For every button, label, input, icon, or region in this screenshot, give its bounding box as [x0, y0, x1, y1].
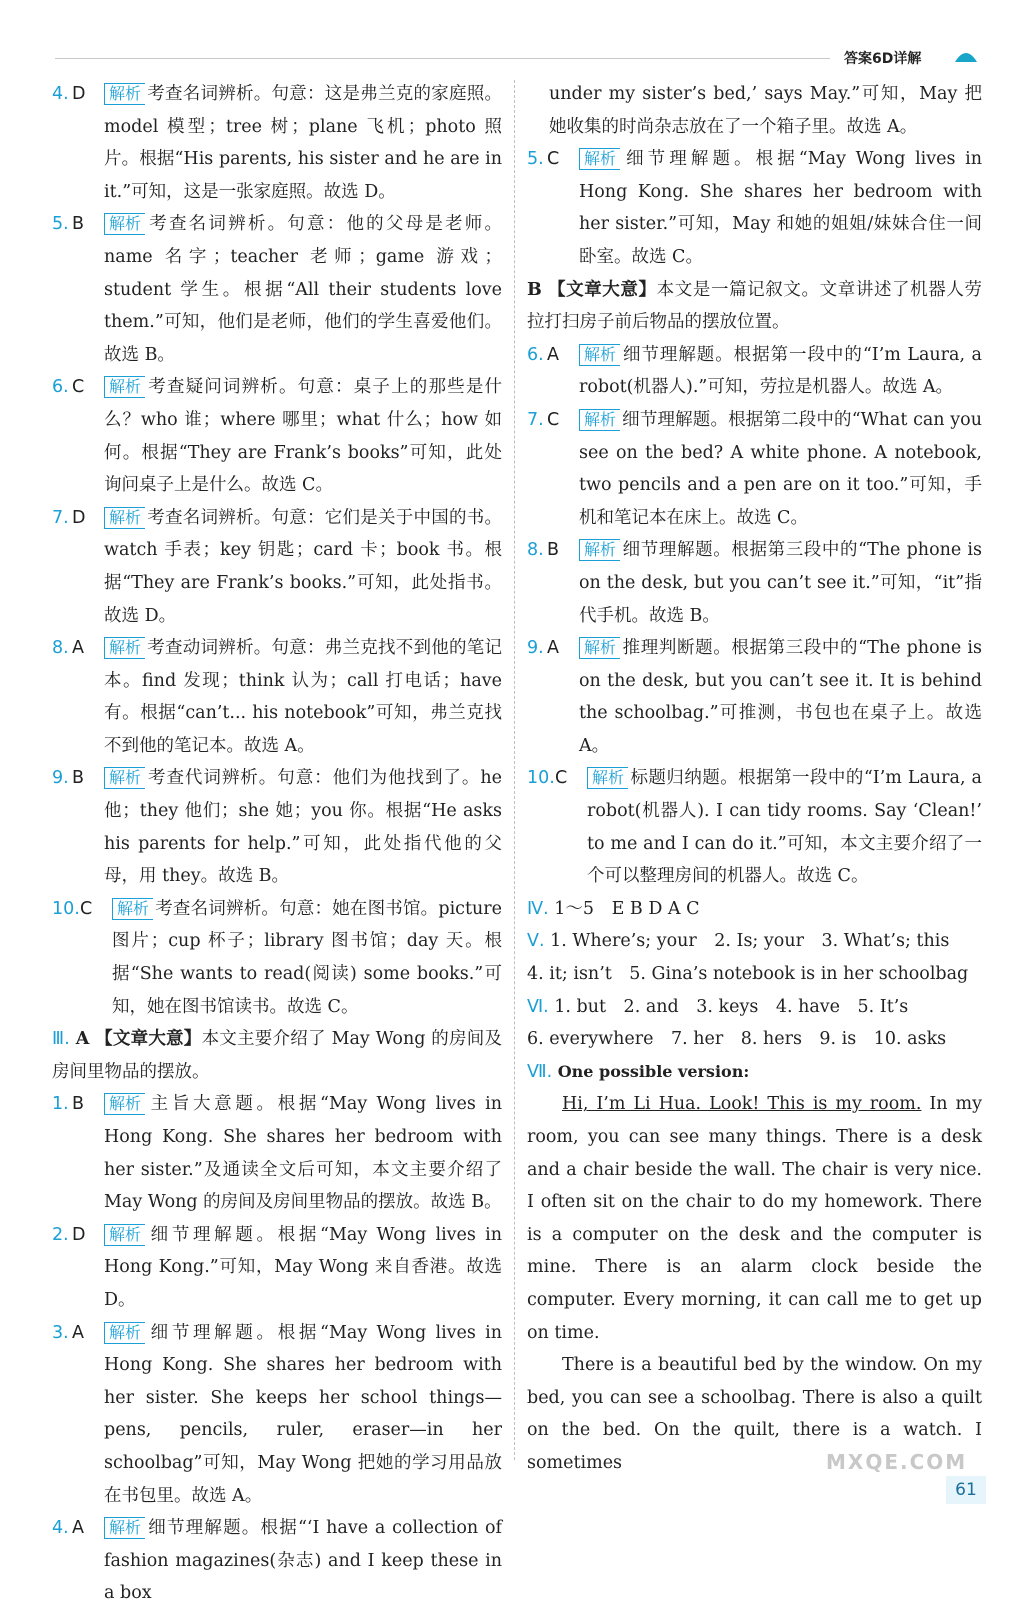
answer-item: [527, 762, 982, 892]
explanation: [579, 143, 982, 273]
brand-logo-icon: [953, 48, 979, 66]
explanation: [104, 762, 502, 892]
answer-letter: D: [72, 1224, 86, 1245]
answer-item: [52, 208, 502, 371]
analysis-tag: 解析: [579, 409, 620, 431]
question-number: 6.: [527, 344, 544, 365]
watermark: MXQE.COM: [826, 1450, 968, 1474]
analysis-tag: 解析: [104, 1322, 145, 1344]
section-5-line-1: Ⅴ. 1. Where’s; your 2. Is; your 3. What’s; this: [527, 931, 950, 952]
answer-item: [52, 1088, 502, 1218]
answer-letter: D: [72, 84, 86, 104]
explanation-text: 考查动词辨析。句意：弗兰克找不到他的笔记本。find 发现；think 认为；call 打电话；have 有。根据“can’t... his notebook”可知，弗兰克找不到他的笔记本。故选 A。: [104, 638, 502, 756]
question-number: 10.: [527, 768, 555, 789]
explanation-text: 细节理解题。根据“‘I have a collection of fashion magazines(杂志) and I keep these in a box: [104, 1518, 502, 1604]
answer-item: [52, 762, 502, 892]
question-number: 7.: [527, 409, 544, 430]
analysis-tag: 解析: [579, 637, 620, 659]
answer-item: [527, 632, 982, 762]
analysis-tag: 解析: [579, 539, 620, 561]
question-number: 7.: [52, 507, 69, 528]
explanation-text: 考查代词辨析。句意：他们为他找到了。he 他；they 他们；she 她；you 你。根据“He asks his parents for help.”可知，此处指代他的父母，用 they。故选 B。: [104, 768, 502, 887]
question-number: 10.: [52, 898, 80, 919]
explanation-text: 细节理解题。根据第一段中的“I’m Laura, a robot(机器人).”可知，劳拉是机器人。故选 A。: [579, 344, 982, 398]
answer-letter: D: [72, 507, 86, 528]
analysis-tag: 解析: [104, 1093, 145, 1115]
explanation-text: 主旨大意题。根据“May Wong lives in Hong Kong. She shares her bedroom with her sister.”及通读全文后可知，本文主要介绍了 May Wong 的房间及房间里物品的摆放。故选 B。: [104, 1094, 502, 1213]
answer-item: [527, 404, 982, 534]
explanation: [104, 78, 502, 208]
explanation: [579, 632, 982, 762]
analysis-tag: 解析: [104, 213, 145, 235]
section-6-line-2: 6. everywhere 7. her 8. hers 9. is 10. asks: [527, 1029, 947, 1050]
question-number: 6.: [52, 377, 69, 398]
answer-letter: C: [547, 409, 560, 430]
explanation-text: 标题归纳题。根据第一段中的“I’m Laura, a robot(机器人). I can tidy rooms. Say ‘Clean!’ to me and I can do it.”可知，本文主要介绍了一个可以整理房间的机器人。故选 C。: [587, 768, 982, 887]
analysis-tag: 解析: [104, 83, 145, 105]
question-number: 2.: [52, 1224, 69, 1245]
explanation: [579, 404, 982, 534]
answer-item: [52, 371, 502, 501]
section-b-header: B 【文章大意】本文是一篇记叙文。文章讲述了机器人劳拉打扫房子前后物品的摆放位置。: [527, 279, 982, 333]
answer-letter: C: [555, 768, 568, 789]
explanation: [104, 1317, 502, 1513]
explanation: [104, 1219, 502, 1317]
question-number: 9.: [52, 768, 69, 789]
answer-letter: B: [72, 1094, 85, 1115]
explanation-text: 考查名词辨析。句意：她在图书馆。picture 图片；cup 杯子；library 图书馆；day 天。根据“She wants to read(阅读) some books.”可知，她在图书馆读书。故选 C。: [112, 898, 502, 1017]
answer-letter: C: [547, 149, 560, 170]
section-4: Ⅳ. 1～5 E B D A C: [527, 898, 700, 919]
left-column: [52, 78, 502, 1610]
section-7-header: Ⅶ. One possible version:: [527, 1061, 750, 1082]
essay-paragraph-1: Hi, I’m Li Hua. Look! This is my room. In my room, you can see many things. There is a desk and a chair beside the wall. The chair is very nice. I often sit on the chair to do my homework. There is a computer on the desk and the computer is mine. There is an alarm clock beside the computer. Every morning, it can call me to get up on time.: [527, 1094, 982, 1343]
answer-item: [52, 1219, 502, 1317]
page-number: 61: [946, 1476, 986, 1504]
question-number: 8.: [52, 638, 69, 659]
question-number: 4.: [52, 1518, 69, 1539]
answer-item: [52, 78, 502, 208]
question-number: 5.: [527, 149, 544, 170]
explanation-text: 细节理解题。根据“May Wong lives in Hong Kong.”可知，May Wong 来自香港。故选 D。: [104, 1224, 502, 1310]
answer-item: [527, 534, 982, 632]
answer-item: [52, 502, 502, 632]
analysis-tag: 解析: [104, 376, 145, 398]
analysis-tag: 解析: [104, 767, 145, 789]
analysis-tag: 解析: [104, 637, 145, 659]
explanation-text: 考查名词辨析。句意：这是弗兰克的家庭照。model 模型；tree 树；plane 飞机；photo 照片。根据“His parents, his sister and he are in it.”可知，这是一张家庭照。故选 D。: [104, 84, 502, 202]
explanation: [104, 1088, 502, 1218]
explanation-text: 考查名词辨析。句意：它们是关于中国的书。watch 手表；key 钥匙；card 卡；book 书。根据“They are Frank’s books.”可知，此处指书。故选 D。: [104, 507, 502, 626]
explanation: [579, 339, 982, 404]
answer-item: [52, 1317, 502, 1513]
answer-letter: B: [547, 540, 560, 561]
analysis-tag: 解析: [104, 1224, 145, 1246]
question-number: 4.: [52, 84, 69, 104]
answer-letter: A: [72, 1518, 84, 1539]
section-3-header: Ⅲ. A 【文章大意】本文主要介绍了 May Wong 的房间及房间里物品的摆放。: [52, 1029, 502, 1082]
explanation-text: 推理判断题。根据第三段中的“The phone is on the desk, but you can’t see it. It is behind the schoolbag.”可推测，书包也在桌子上。故选 A。: [579, 638, 982, 756]
question-number: 8.: [527, 540, 544, 561]
analysis-tag: 解析: [112, 898, 153, 920]
answer-letter: A: [547, 344, 559, 365]
question-number: 5.: [52, 214, 69, 235]
answer-item: [52, 1512, 502, 1610]
answer-letter: B: [72, 214, 85, 235]
header-rule: [55, 58, 830, 59]
explanation: [104, 1512, 502, 1610]
explanation-text: 细节理解题。根据第二段中的“What can you see on the bed? A white phone. A notebook, two pencils and a pen are on it too.”可知，手机和笔记本在床上。故选 C。: [579, 409, 982, 528]
column-divider: [514, 80, 515, 1460]
question-number: 9.: [527, 638, 544, 659]
right-column: [527, 78, 982, 1480]
question-number: 3.: [52, 1322, 69, 1343]
explanation-text: 考查疑问词辨析。句意：桌子上的那些是什么？who 谁；where 哪里；what 什么；how 如何。根据“They are Frank’s books”可知，此处询问桌子上是什么。故选 C。: [104, 377, 502, 496]
explanation: [104, 632, 502, 762]
answer-letter: A: [72, 1322, 84, 1343]
answer-item: [527, 339, 982, 404]
section-6-line-1: Ⅵ. 1. but 2. and 3. keys 4. have 5. It’s: [527, 996, 909, 1017]
section-5-line-2: 4. it; isn’t 5. Gina’s notebook is in her schoolbag: [527, 964, 969, 985]
analysis-tag: 解析: [579, 344, 620, 366]
analysis-tag: 解析: [104, 507, 145, 529]
answer-letter: A: [72, 638, 84, 659]
answer-letter: C: [72, 377, 85, 398]
explanation: [104, 371, 502, 501]
answer-item: [52, 632, 502, 762]
explanation-text: 细节理解题。根据“May Wong lives in Hong Kong. She shares her bedroom with her sister. She keeps her school things—pens, pencils, ruler, eraser—in her schoolbag”可知，May Wong 把她的学习用品放在书包里。故选 A。: [104, 1322, 502, 1506]
explanation-text: 细节理解题。根据第三段中的“The phone is on the desk, but you can’t see it.”可知，“it”指代手机。故选 B。: [579, 540, 982, 626]
explanation: [112, 893, 502, 1023]
analysis-tag: 解析: [587, 767, 628, 789]
explanation-text: 细节理解题。根据“May Wong lives in Hong Kong. She shares her bedroom with her sister.”可知，May 和她的姐姐/妹妹合住一间卧室。故选 C。: [579, 149, 982, 267]
question-number: 1.: [52, 1094, 69, 1115]
essay-paragraph-2: There is a beautiful bed by the window. On my bed, you can see a schoolbag. There is also a quilt on the bed. On the quilt, there is a watch. I sometimes: [527, 1355, 982, 1473]
explanation: [579, 534, 982, 632]
brand-label: 答案6D详解: [844, 51, 922, 67]
answer-letter: C: [80, 898, 93, 919]
continued-text: under my sister’s bed,’ says May.”可知，May 把她收集的时尚杂志放在了一个箱子里。故选 A。: [549, 84, 982, 137]
explanation: [587, 762, 982, 892]
answer-item: [52, 893, 502, 1023]
analysis-tag: 解析: [579, 148, 620, 170]
explanation-text: 考查名词辨析。句意：他的父母是老师。name 名字；teacher 老师；game 游戏；student 学生。根据“All their students love them.”可知，他们是老师，他们的学生喜爱他们。故选 B。: [104, 214, 502, 365]
explanation: [104, 208, 502, 371]
analysis-tag: 解析: [104, 1517, 145, 1539]
answer-letter: A: [547, 638, 559, 659]
explanation: [104, 502, 502, 632]
answer-letter: B: [72, 768, 85, 789]
answer-item: [527, 143, 982, 273]
